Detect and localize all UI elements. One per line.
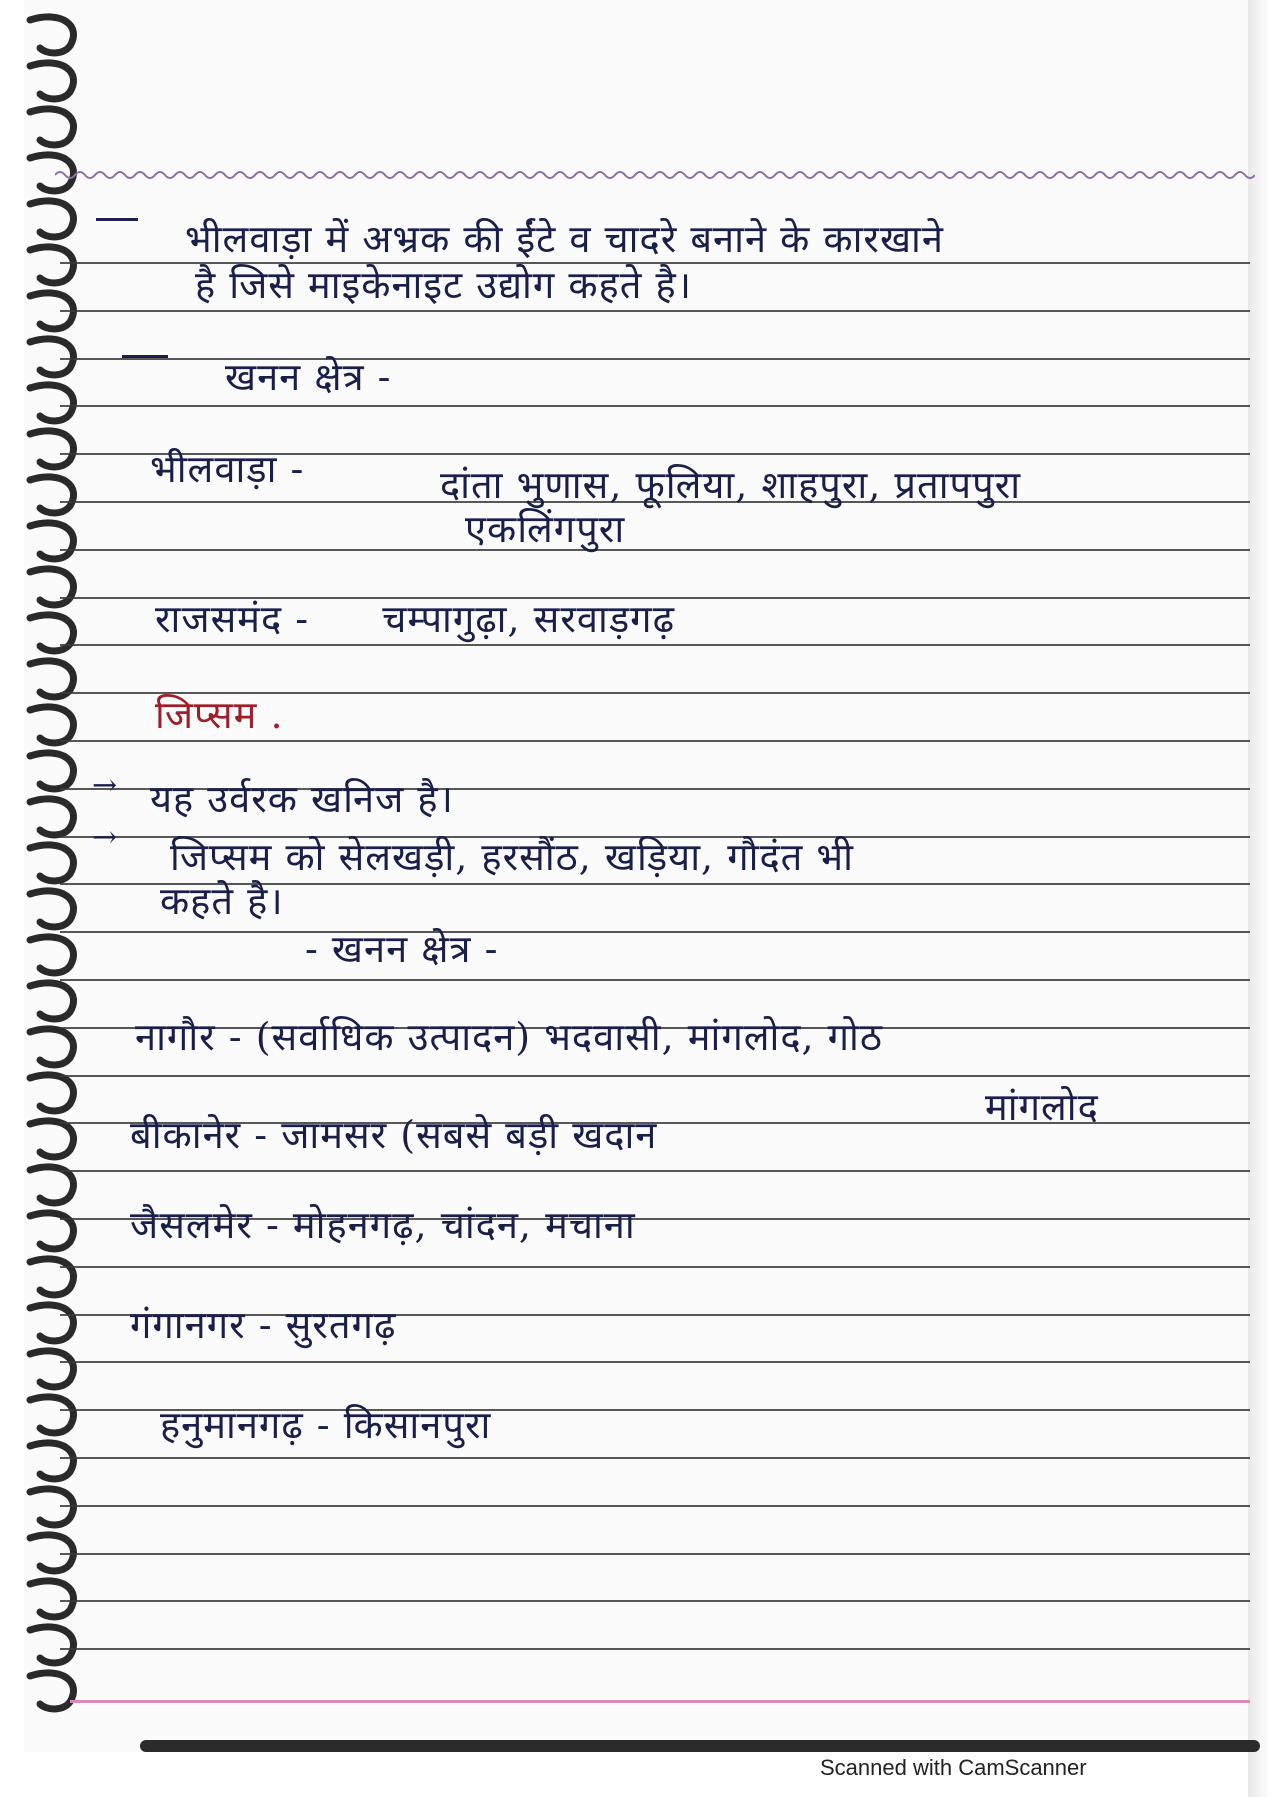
ganganagar-line: गंगानगर - सुरतगढ़ — [130, 1303, 397, 1347]
ruled-line — [60, 1361, 1250, 1363]
ruled-line — [60, 740, 1250, 742]
ruled-line — [60, 1457, 1250, 1459]
nagaur-line-cont: मांगलोद — [985, 1085, 1099, 1129]
spiral-ring — [30, 1673, 74, 1709]
heading-mining-areas-2: - खनन क्षेत्र - — [305, 927, 499, 971]
spiral-ring — [30, 339, 74, 375]
spiral-ring — [30, 799, 74, 835]
ruled-line — [60, 1505, 1250, 1507]
spiral-ring — [30, 845, 74, 881]
ruled-line — [60, 1075, 1250, 1077]
spiral-ring — [30, 1443, 74, 1479]
camscanner-watermark: Scanned with CamScanner — [820, 1755, 1087, 1780]
spiral-ring — [30, 109, 74, 145]
spiral-ring — [30, 707, 74, 743]
spiral-ring — [30, 1627, 74, 1663]
bhilwara-places: दांता भुणास, फूलिया, शाहपुरा, प्रतापपुरा — [440, 463, 1022, 507]
top-margin-wave — [55, 168, 1255, 182]
ruled-line — [60, 405, 1250, 407]
gypsum-point-2-cont: कहते है। — [160, 879, 284, 923]
spiral-ring — [30, 1581, 74, 1617]
spiral-ring — [30, 569, 74, 605]
bhilwara-label: भीलवाड़ा - — [150, 447, 305, 491]
rajsamand-label: राजसमंद - — [155, 597, 310, 641]
heading-mining-areas: खनन क्षेत्र - — [225, 355, 392, 399]
ruled-line — [60, 644, 1250, 646]
para1-line2: है जिसे माइकेनाइट उद्योग कहते है। — [195, 263, 693, 307]
spiral-ring — [30, 1121, 74, 1157]
spiral-ring — [30, 201, 74, 237]
gypsum-heading: जिप्सम . — [155, 693, 284, 737]
spiral-ring — [30, 385, 74, 421]
jaisalmer-line: जैसलमेर - मोहनगढ़, चांदन, मचाना — [130, 1203, 636, 1247]
spiral-ring — [30, 753, 74, 789]
ruled-line — [60, 1170, 1250, 1172]
ruled-line — [60, 310, 1250, 312]
ruled-line — [60, 1553, 1250, 1555]
bullet-dash — [96, 218, 138, 221]
bhilwara-places-cont: एकलिंगपुरा — [465, 507, 626, 551]
gypsum-point-1: यह उर्वरक खनिज है। — [150, 777, 454, 821]
spiral-ring — [30, 1075, 74, 1111]
spiral-ring — [30, 1351, 74, 1387]
hanumangarh-line: हनुमानगढ़ - किसानपुरा — [160, 1403, 492, 1447]
spiral-ring — [30, 1167, 74, 1203]
spiral-ring — [30, 63, 74, 99]
spiral-ring — [30, 1259, 74, 1295]
spiral-ring — [30, 17, 74, 53]
ruled-line — [60, 549, 1250, 551]
spiral-ring — [30, 1029, 74, 1065]
spiral-ring — [30, 1305, 74, 1341]
rajsamand-places: चम्पागुढ़ा, सरवाड़गढ़ — [382, 597, 675, 641]
ruled-line — [60, 1266, 1250, 1268]
page-edge-shadow — [1248, 0, 1270, 1797]
bottom-margin-line — [70, 1700, 1250, 1703]
para1-line1: भीलवाड़ा में अभ्रक की ईंटे व चादरे बनाने के कारखाने — [185, 217, 944, 261]
spiral-ring — [30, 247, 74, 283]
page-bottom-shadow — [140, 1740, 1260, 1752]
arrow-bullet-2: → — [92, 820, 119, 855]
arrow-bullet-1: → — [92, 768, 119, 803]
spiral-ring — [30, 1397, 74, 1433]
spiral-ring — [30, 431, 74, 467]
ruled-line — [60, 931, 1250, 933]
spiral-ring — [30, 891, 74, 927]
gypsum-point-2: जिप्सम को सेलखड़ी, हरसौंठ, खड़िया, गौदंत भी — [170, 835, 854, 879]
bullet-dash — [122, 355, 168, 358]
spiral-binding — [0, 0, 110, 1797]
ruled-line — [60, 1600, 1250, 1602]
nagaur-line: नागौर - (सर्वाधिक उत्पादन) भदवासी, मांगलोद, गोठ — [135, 1015, 883, 1059]
spiral-ring — [30, 477, 74, 513]
spiral-ring — [30, 937, 74, 973]
spiral-ring — [30, 523, 74, 559]
rajsamand-line — [155, 592, 675, 644]
ruled-line — [60, 1648, 1250, 1650]
bikaner-line: बीकानेर - जामसर (सबसे बड़ी खदान — [130, 1113, 658, 1157]
ruled-line — [60, 979, 1250, 981]
spiral-ring — [30, 983, 74, 1019]
